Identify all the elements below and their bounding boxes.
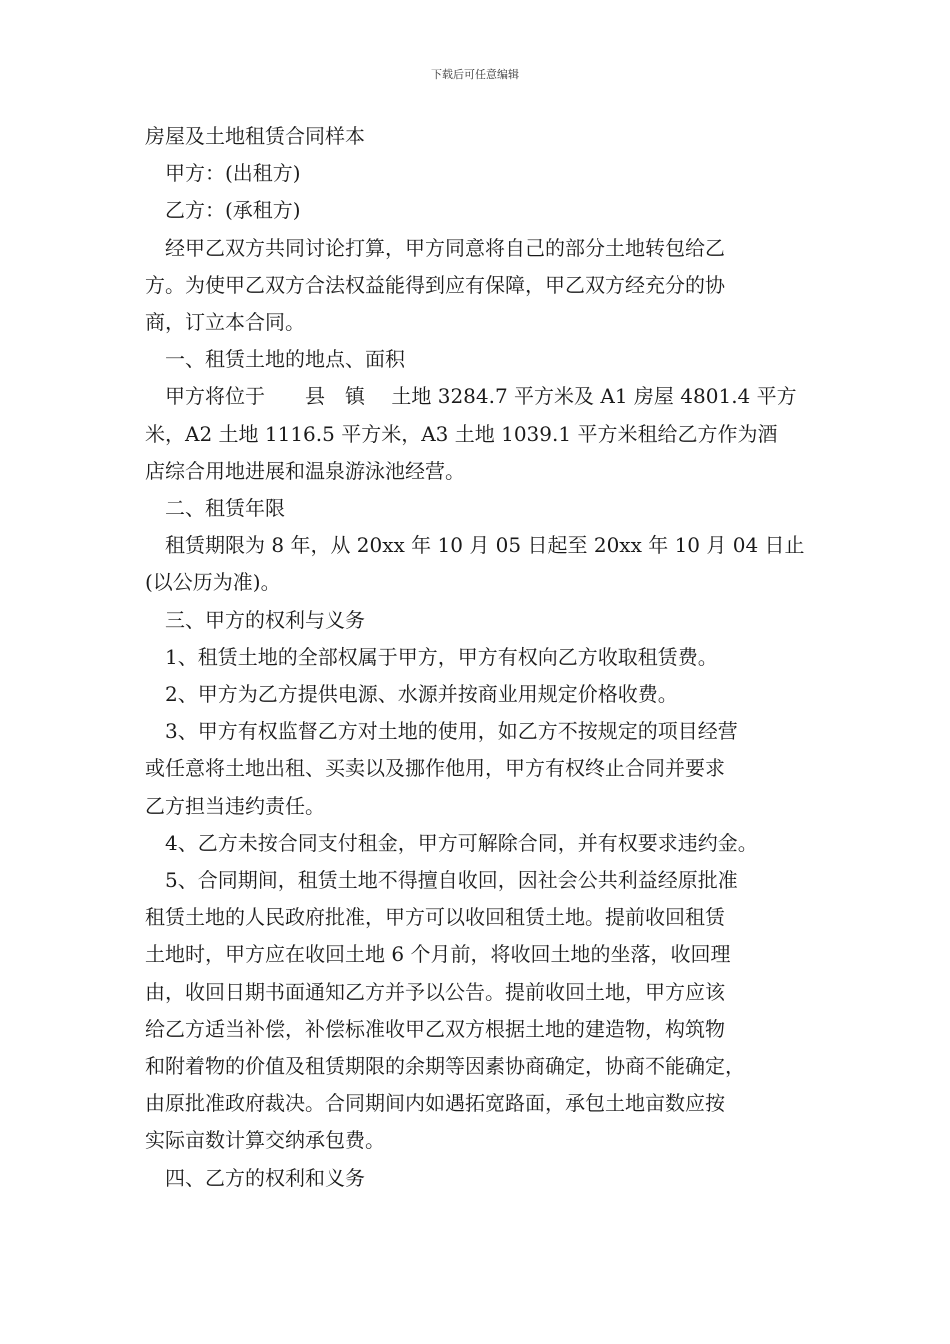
text-line: 乙方：(承租方) [165, 198, 301, 223]
document-title: 房屋及土地租赁合同样本 [145, 124, 365, 148]
text-line: 米，A2 土地 1116.5 平方米，A3 土地 1039.1 平方米租给乙方作为酒 [145, 421, 778, 446]
text-line: 给乙方适当补偿，补偿标准收甲乙双方根据土地的建造物，构筑物 [145, 1016, 725, 1041]
text-line: 经甲乙双方共同讨论打算，甲方同意将自己的部分土地转包给乙 [165, 235, 725, 260]
contract-body [145, 118, 807, 1197]
text-line: 租赁土地的人民政府批准，甲方可以收回租赁土地。提前收回租赁 [145, 905, 725, 930]
text-line: 四、乙方的权利和义务 [165, 1165, 365, 1190]
text-line: 商，订立本合同。 [145, 310, 305, 335]
text-line: 2、甲方为乙方提供电源、水源并按商业用规定价格收费。 [165, 682, 678, 707]
text-line: 三、甲方的权利与义务 [165, 607, 365, 632]
text-line: 方。为使甲乙双方合法权益能得到应有保障，甲乙双方经充分的协 [145, 272, 725, 297]
text-line: 二、租赁年限 [165, 496, 285, 521]
text-line: 乙方担当违约责任。 [145, 793, 325, 818]
text-line: 甲方：(出租方) [165, 161, 301, 186]
text-line: 实际亩数计算交纳承包费。 [145, 1128, 385, 1153]
text-line: 4、乙方未按合同支付租金，甲方可解除合同，并有权要求违约金。 [165, 830, 758, 855]
text-line: 和附着物的价值及租赁期限的余期等因素协商确定，协商不能确定， [145, 1054, 745, 1079]
text-line: 土地时，甲方应在收回土地 6 个月前，将收回土地的坐落，收回理 [145, 942, 731, 967]
text-line: 一、租赁土地的地点、面积 [165, 347, 405, 372]
text-line: 5、合同期间，租赁土地不得擅自收回，因社会公共利益经原批准 [165, 868, 738, 893]
text-line: 由原批准政府裁决。合同期间内如遇拓宽路面，承包土地亩数应按 [145, 1091, 725, 1116]
header-note: 下载后可任意编辑 [431, 68, 519, 81]
text-line: 店综合用地进展和温泉游泳池经营。 [145, 458, 465, 483]
text-line: 甲方将位于 县 镇 土地 3284.7 平方米及 A1 房屋 4801.4 平方 [165, 384, 797, 409]
text-line: 3、甲方有权监督乙方对土地的使用，如乙方不按规定的项目经营 [165, 719, 738, 744]
text-line: 1、租赁土地的全部权属于甲方，甲方有权向乙方收取租赁费。 [165, 644, 718, 669]
text-line: (以公历为准)。 [145, 570, 281, 595]
text-line: 或任意将土地出租、买卖以及挪作他用，甲方有权终止合同并要求 [145, 756, 725, 781]
text-line: 租赁期限为 8 年，从 20xx 年 10 月 05 日起至 20xx 年 10 月 04 日止 [165, 533, 805, 558]
text-line: 由，收回日期书面通知乙方并予以公告。提前收回土地，甲方应该 [145, 979, 725, 1004]
